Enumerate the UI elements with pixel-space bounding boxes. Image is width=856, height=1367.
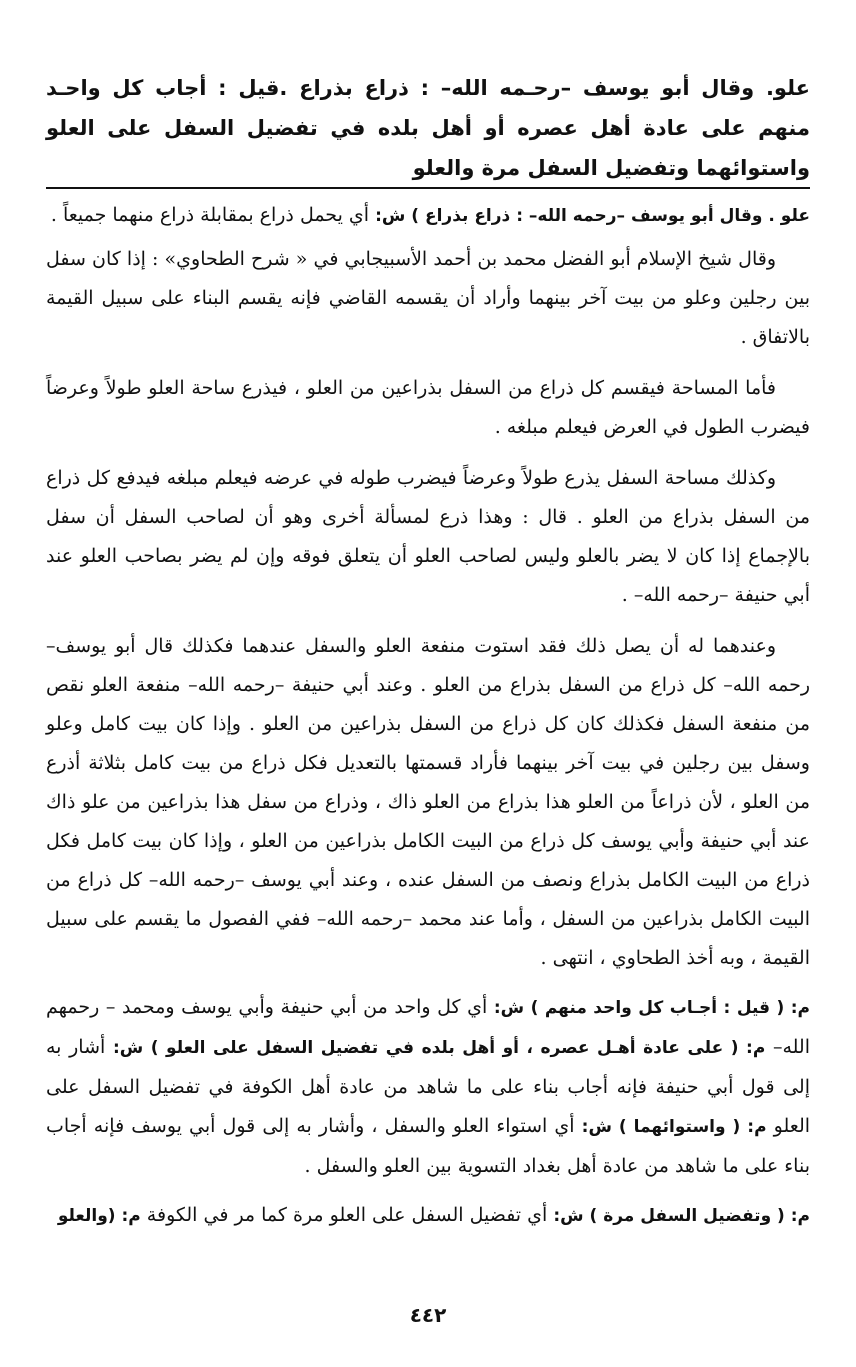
commentary-run: أشار به إلى قول أبي حنيفة فإنه أجاب بناء على ما شاهد من عادة أهل الكوفة في تفضيل السفل على العلو — [46, 1036, 811, 1137]
sharh-paragraph-2: وقال شيخ الإسلام أبو الفضل محمد بن أحمد الأسبيجابي في « شرح الطحاوي» : إذا كان سفل بين رجلين وعلو من بيت آخر بينهما وأراد أن يقسمه القاضي فإنه يقسم البناء على سبيل القيمة بالاتفاق . — [46, 248, 810, 348]
sharh-commentary — [46, 196, 810, 1243]
quoted-matn-run: م: ( قيل : أجـاب كل واحد منهم ) ش: — [493, 998, 811, 1018]
quoted-matn-run: م: ( وتفضيل السفل مرة ) ش: — [553, 1206, 810, 1226]
sharh-paragraph-4: وكذلك مساحة السفل يذرع طولاً وعرضاً فيضرب طوله في عرضه فيعلم مبلغه فيدفع كل ذراع من السفل بذراع من العلو . قال : وهذا ذرع لمسألة أخرى وهو أن لصاحب السفل أن سفل بالإجماع إذا كان لا يضر بالعلو وليس لصاحب العلو أن يتعلق فوقه وإن لم يضر بصاحب العلو عند أبي حنيفة –رحمه الله– . — [46, 467, 810, 606]
separator-rule — [46, 187, 810, 189]
quoted-matn-run: م: ( واستوائهما ) ش: — [581, 1117, 767, 1137]
sharh-paragraph-6 — [46, 988, 810, 1186]
quoted-matn-run: م: (والعلو — [57, 1206, 141, 1226]
matn-text-block — [46, 68, 810, 188]
commentary-run: أي كل واحد من أبي حنيفة وأبي يوسف ومحمد – رحمهم الله– — [46, 996, 810, 1058]
sharh-paragraph-7 — [46, 1196, 810, 1236]
sharh-paragraph-5: وعندهما له أن يصل ذلك فقد استوت منفعة العلو والسفل عندهما فكذلك قال أبو يوسف–رحمه الله– كل ذراع من السفل بذراع من العلو . وعند أبي حنيفة –رحمه الله– منفعة العلو نقص من منفعة السفل فكذلك كان كل ذراع من السفل بذراعين من العلو . وإذا كان بيت كامل وعلو وسفل بين رجلين في بيت آخر بينهما فأراد قسمتها بالتعديل فكل ذراع من بيت كامل بثلاثة أذرع من العلو ، لأن ذراعاً من العلو هذا بذراع من العلو ذاك ، وذراع من سفل هذا بذراعين من علو ذاك عند أبي حنيفة وأبي يوسف كل ذراع من البيت الكامل بذراعين من العلو ، وإذا كان بيت كامل فكل ذراع من البيت الكامل بذراع ونصف من السفل عنده ، وعند أبي يوسف –رحمه الله– كل ذراع من البيت الكامل بذراعين من السفل ، وأما عند محمد –رحمه الله– ففي الفصول ما يقسم على سبيل القيمة ، وبه أخذ الطحاوي ، انتهى . — [46, 635, 810, 969]
quoted-matn-run: علو . وقال أبو يوسف –رحمه الله– : ذراع بذراع ) ش: — [375, 206, 810, 226]
commentary-run: أي تفضيل السفل على العلو مرة كما مر في الكوفة — [146, 1204, 548, 1226]
commentary-run: أي استواء العلو والسفل ، وأشار به إلى قول أبي يوسف فإنه أجاب بناء على ما شاهد من عادة أهل بغداد التسوية بين العلو والسفل . — [46, 1115, 810, 1177]
sharh-paragraph-1 — [46, 196, 810, 236]
commentary-run: أي يحمل ذراع بمقابلة ذراع منهما جميعاً . — [50, 204, 370, 226]
matn-text: علو. وقال أبو يوسف –رحـمه الله– : ذراع بذراع .قيل : أجاب كل واحـد منهم على عادة أهل عصره أو أهل بلده في تفضيل السفل على العلو واستوائهما وتفضيل السفل مرة والعلو — [46, 76, 810, 180]
sharh-paragraph-3: فأما المساحة فيقسم كل ذراع من السفل بذراعين من العلو ، فيذرع ساحة العلو طولاً وعرضاً فيضرب الطول في العرض فيعلم مبلغه . — [46, 377, 810, 438]
page-number: ٤٤٢ — [409, 1303, 447, 1327]
quoted-matn-run: م: ( على عادة أهـل عصره ، أو أهل بلده في تفضيل السفل على العلو ) ش: — [112, 1038, 766, 1058]
